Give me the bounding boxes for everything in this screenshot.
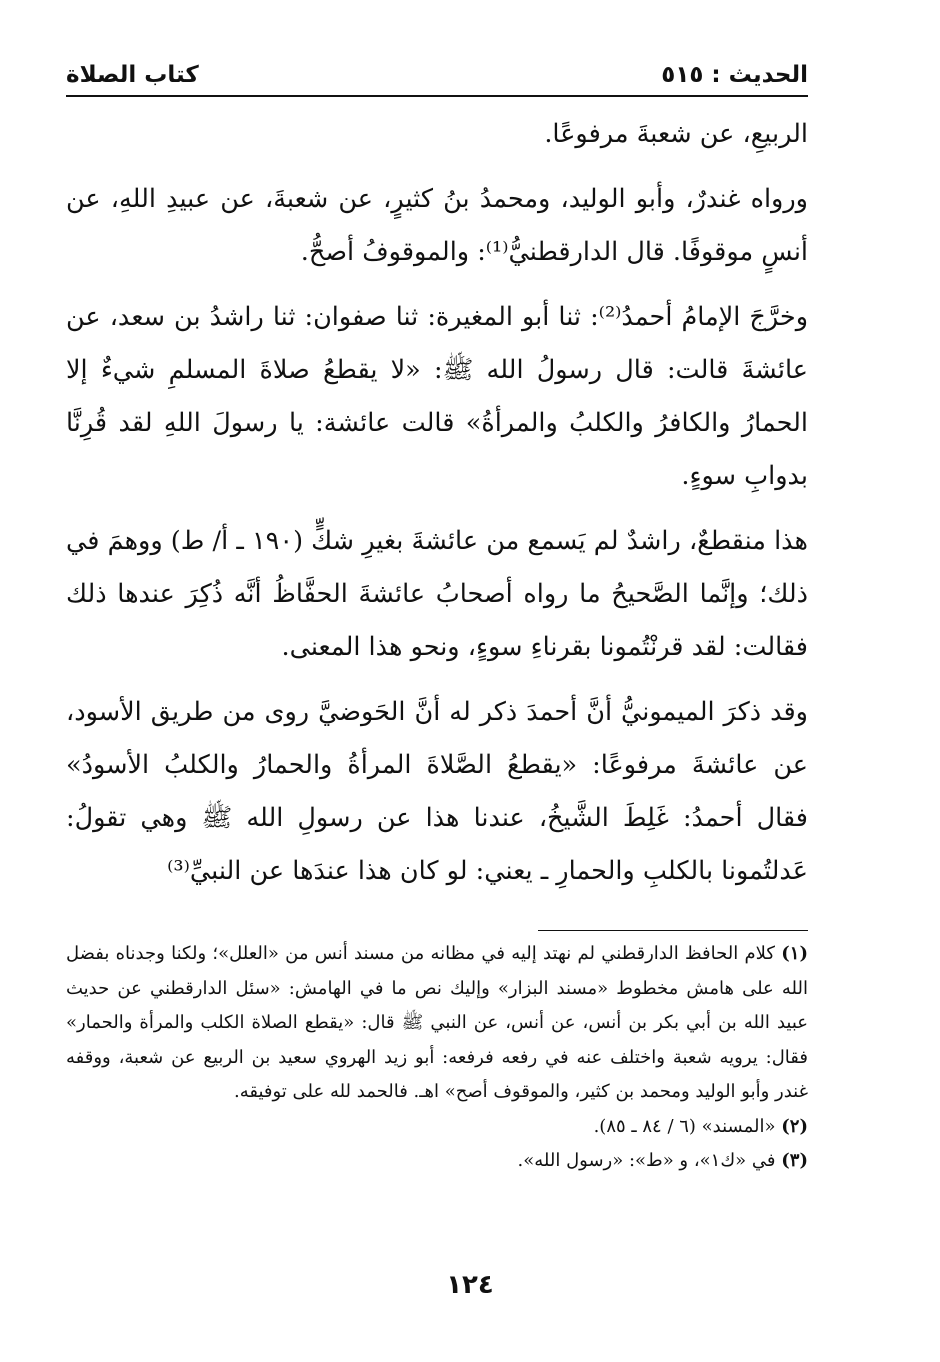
footnote-divider (538, 930, 808, 931)
footnote-text: «المسند» (٦ / ٨٤ ـ ٨٥). (593, 1115, 776, 1137)
footnote (66, 1110, 808, 1145)
page-header (66, 60, 808, 96)
footnote (66, 937, 808, 1110)
footnotes (66, 937, 808, 1179)
header-divider (66, 95, 808, 97)
book-title: كتاب الصلاة (66, 62, 199, 88)
footnote-text: كلام الحافظ الدارقطني لم نهتد إليه في مظانه من مسند أنس من «العلل»؛ ولكنا وجدناه بفضل الله على هامش مخطوط «مسند البزار» وإليك نص ما في الهامش: «سئل الدارقطني عن حديث عبيد الله بن أبي بكر بن أنس، عن أنس، عن النبي ﷺ قال: «يقطع الصلاة الكلب والمرأة والحمار» فقال: يرويه شعبة واختلف عنه في رفعه فرفعه: أبو زيد الهروي سعيد بن الربيع عن شعبة، ووقفه غندر وأبو الوليد ومحمد بن كثير، والموقوف أصح» اهـ. فالحمد لله على توفيقه. (66, 943, 808, 1102)
paragraph: ورواه غندرٌ، وأبو الوليد، ومحمدُ بنُ كثيرٍ، عن شعبةَ، عن عبيدِ اللهِ، عن أنسٍ موقوفًا. قال الدارقطنيُّ⁽¹⁾: والموقوفُ أصحُّ. (66, 184, 808, 267)
paragraph: الربيعِ، عن شعبةَ مرفوعًا. (544, 119, 808, 149)
paragraph: هذا منقطعٌ، راشدٌ لم يَسمع من عائشةَ بغيرِ شكٍّ (١٩٠ ـ أ/ ط) ووهمَ في ذلك؛ وإنَّما الصَّحيحُ ما رواه أصحابُ عائشةَ الحفَّاظُ أنَّه ذُكِرَ عندها ذلك فقالت: لقد قرنْتُمونا بقرناءِ سوءٍ، ونحو هذا المعنى. (66, 526, 809, 662)
paragraph: وخرَّجَ الإمامُ أحمدُ⁽²⁾: ثنا أبو المغيرة: ثنا صفوان: ثنا راشدُ بن سعد، عن عائشةَ قالت: قال رسولُ الله ﷺ: «لا يقطعُ صلاةَ المسلمِ شيءٌ إلا الحمارُ والكافرُ والكلبُ والمرأةُ» قالت عائشة: يا رسولَ اللهِ لقد قُرِنَّا بدوابِ سوءٍ. (66, 302, 809, 491)
main-text (66, 108, 808, 910)
footnote-text: في «ك١»، و «ط»: «رسول الله». (517, 1150, 776, 1171)
footnote-number: (٣) (781, 1150, 808, 1171)
paragraph: وقد ذكرَ الميمونيُّ أنَّ أحمدَ ذكر له أنَّ الحَوضيَّ روى من طريق الأسود، عن عائشةَ مرفوعًا: «يقطعُ الصَّلاةَ المرأةُ والحمارُ والكلبُ الأسودُ» فقال أحمدُ: غَلِطَ الشَّيخُ، عندنا هذا عن رسولِ الله ﷺ وهي تقولُ: عَدلتُمونا بالكلبِ والحمارِ ـ يعني: لو كان هذا عندَها عن النبيِّ⁽³⁾ (66, 697, 808, 886)
page-number: ١٢٤ (446, 1270, 494, 1300)
footnote-number: (٢) (781, 1115, 808, 1137)
hadith-number-label: الحديث : ٥١٥ (661, 62, 808, 88)
footnote-number: (١) (781, 943, 808, 964)
footnote (66, 1144, 808, 1179)
